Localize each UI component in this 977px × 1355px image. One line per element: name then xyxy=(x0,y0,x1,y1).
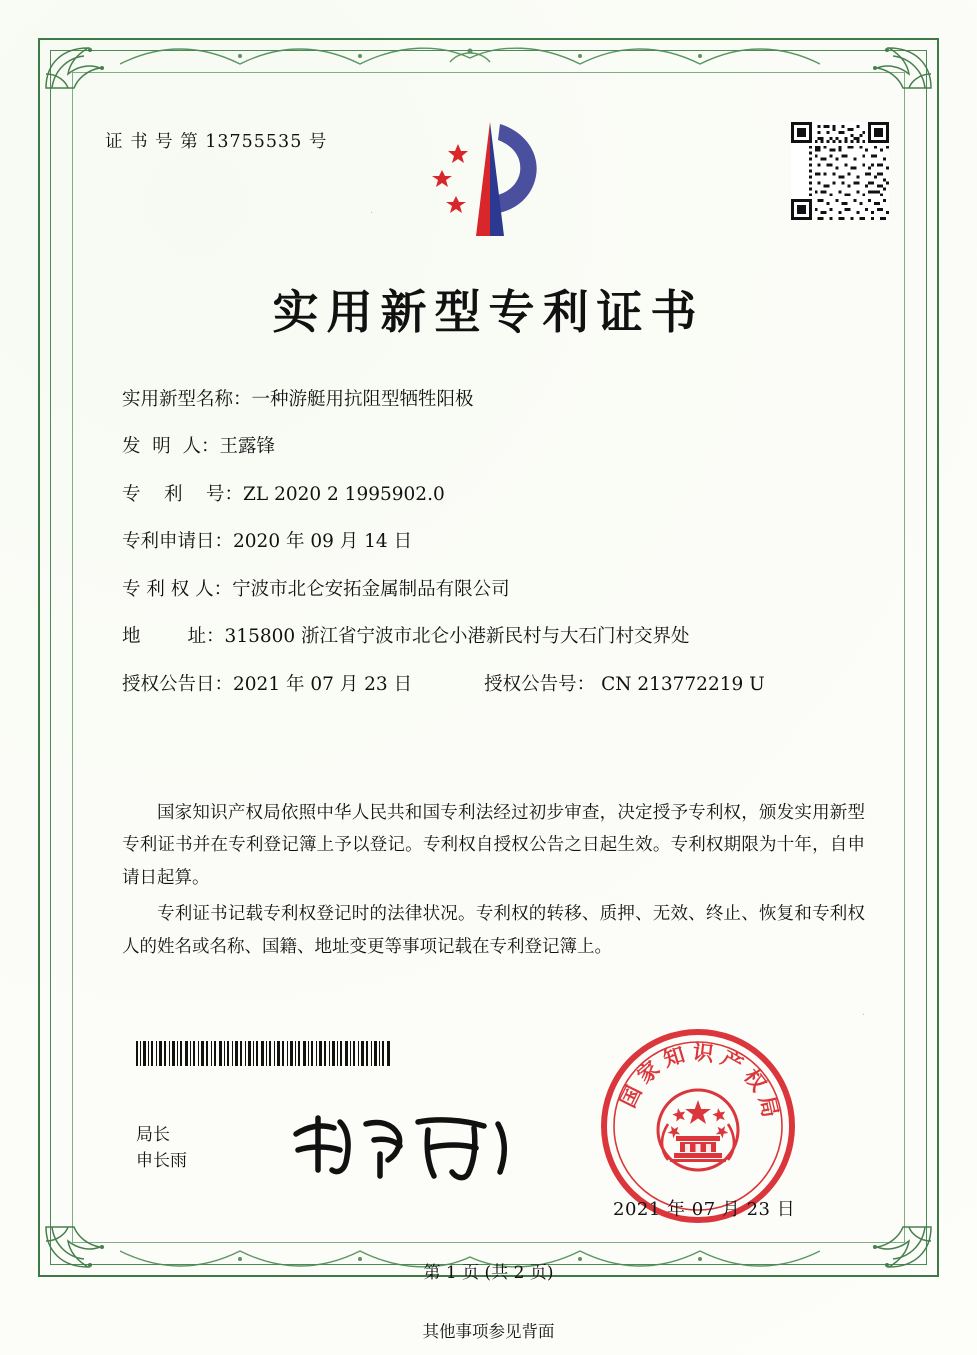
field-label: 专 利 号： xyxy=(122,483,244,505)
field-value: 315800 浙江省宁波市北仑小港新民村与大石门村交界处 xyxy=(224,626,690,648)
scan-speck-2: · xyxy=(862,1010,866,1021)
publication-no-label: 授权公告号： xyxy=(484,673,596,695)
back-side-note: 其他事项参见背面 xyxy=(422,1322,555,1341)
cnipa-emblem-icon xyxy=(428,118,548,246)
field-row-inventor xyxy=(122,435,867,460)
field-label: 专利申请日： xyxy=(122,531,234,553)
grant-date-value: 2021 年 07 月 23 日 xyxy=(233,673,413,695)
page-indicator: 第 1 页 (共 2 页) xyxy=(423,1263,554,1283)
field-row-application-date xyxy=(122,530,867,555)
legal-text-block xyxy=(122,797,865,967)
field-value: 宁波市北仑安拓金属制品有限公司 xyxy=(232,578,510,600)
field-label: 专 利 权 人： xyxy=(122,578,233,600)
director-name: 申长雨 xyxy=(136,1151,187,1172)
svg-text:国家知识产权局: 国家知识产权局 xyxy=(614,1039,785,1126)
scan-speck: · xyxy=(370,208,374,219)
field-row-patent-number xyxy=(122,483,867,508)
grant-date-label: 授权公告日： xyxy=(122,673,234,695)
field-label: 地 址： xyxy=(122,626,225,648)
field-label: 实用新型名称： xyxy=(122,389,252,410)
top-edge-ornament xyxy=(120,42,820,72)
director-role-label: 局长 xyxy=(136,1125,170,1145)
paragraph-grant: 国家知识产权局依照中华人民共和国专利法经过初步审查，决定授予专利权，颁发实用新型专利证书并在专利登记簿上予以登记。专利权自授权公告之日起生效。专利权期限为十年，自申请日起算。 xyxy=(122,803,865,888)
seal-date: 2021 年 07 月 23 日 xyxy=(613,1199,796,1220)
certificate-number: 证 书 号 第 13755535 号 xyxy=(105,132,328,152)
field-label: 发 明 人： xyxy=(122,436,220,458)
field-row-address xyxy=(122,625,867,650)
field-value: 2020 年 09 月 14 日 xyxy=(233,531,413,553)
publication-no-value: CN 213772219 U xyxy=(601,673,765,695)
field-value: 王露锋 xyxy=(219,436,276,458)
signature-block xyxy=(136,1122,187,1175)
barcode xyxy=(136,1041,392,1066)
field-list xyxy=(122,388,867,720)
field-row-invention-name xyxy=(122,388,867,413)
corner-ornament-top-left xyxy=(44,44,116,90)
field-value: ZL 2020 2 1995902.0 xyxy=(243,483,445,505)
handwritten-signature-icon xyxy=(288,1104,518,1184)
corner-ornament-top-right xyxy=(861,44,933,90)
field-value: 一种游艇用抗阻型牺牲阳极 xyxy=(251,389,474,410)
field-row-grant-publication xyxy=(122,673,867,698)
qr-code-icon xyxy=(791,122,889,220)
field-row-patentee xyxy=(122,578,867,603)
page-title: 实用新型专利证书 xyxy=(272,285,705,339)
paragraph-registry: 专利证书记载专利权登记时的法律状况。专利权的转移、质押、无效、终止、恢复和专利权人的姓名或名称、国籍、地址变更等事项记载在专利登记簿上。 xyxy=(122,904,865,957)
